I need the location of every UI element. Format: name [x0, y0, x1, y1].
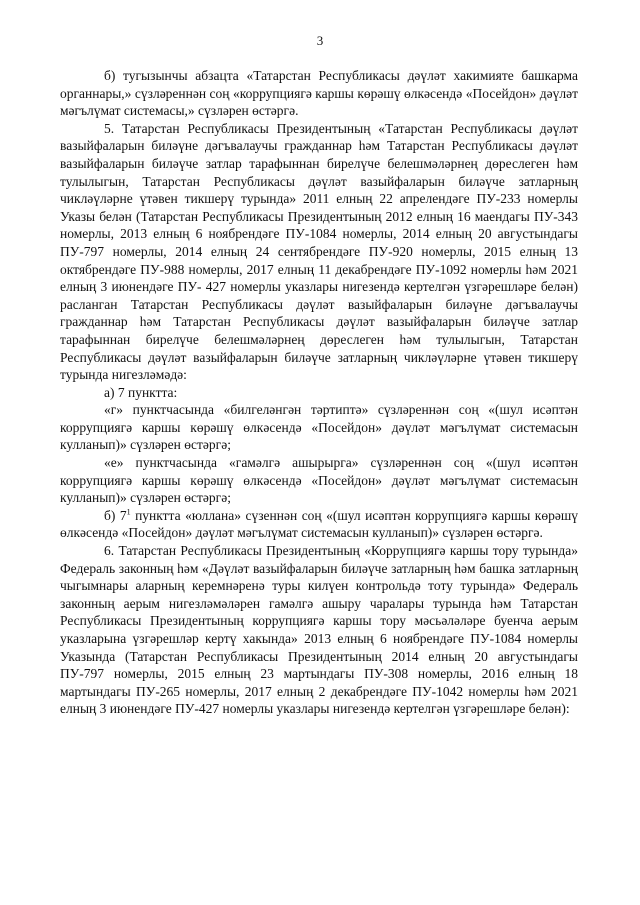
paragraph-e-punktcha: «е» пунктчасында «гамәлгә ашырырга» сүзләреннән соң «(шул исәптән коррупциягә каршы көрәшү өлкәсендә «Посейдон» дәүләт мәгълүмат системасын кулланып)» сүзләрен өстәргә;: [60, 455, 578, 506]
paragraph-b-punkt-rest: пунктта «юллана» сүзеннән соң «(шул исәптән коррупциягә каршы көрәшү өлкәсендә «Посейдон» дәүләт мәгълүмат системасын кулланып)» сүзләрен өстәргә.: [60, 507, 578, 541]
paragraph-b-abzac: б) тугызынчы абзацта «Татарстан Республикасы дәүләт хакимияте башкарма органнары,» сүзләреннән соң «коррупциягә каршы көрәшү өлкәсендә «Посейдон» дәүләт мәгълүмат системасы,» сүзләрен өстәргә.: [60, 68, 578, 119]
page-number: 3: [316, 33, 324, 48]
paragraph-item-6: 6. Татарстан Республикасы Президентының «Коррупциягә каршы тору турында» Федераль законның һәм «Дәүләт вазыйфаларын биләүче затларның һәм башка затларның чыгымнары аларның керемнәренә туры килүен контрольдә тоту турында» Федераль законның аерым нигезләмәләрен гамәлгә ашыру чаралары турында һәм Татарстан Республикасы Президентының коррупциягә каршы тору мәсьәләләре буенча аерым указларына үзгәрешләр кертү хакында» 2013 елның 6 ноябрендәге ПУ-1084 номерлы Указында (Татарстан Республикасы Президентының 2014 елның 20 августындагы ПУ-797 номерлы, 2015 елның 23 мартындагы ПУ-308 номерлы, 2016 елның 18 мартындагы ПУ-265 номерлы, 2017 елның 2 декабрендәге ПУ-1042 номерлы һәм 2021 елның 3 июнендәге ПУ-427 номерлы указлары нигезендә кертелгән үзгәрешләре белән):: [60, 543, 578, 717]
superscript-one: 1: [126, 507, 131, 517]
paragraph-b-punkt-prefix: б) 7: [104, 507, 127, 523]
paragraph-a-punkt-7: а) 7 пунктта:: [104, 384, 178, 400]
paragraph-b-punkt-7-1: [60, 507, 578, 542]
paragraph-item-5: 5. Татарстан Республикасы Президентының «Татарстан Республикасы дәүләт вазыйфаларын биләүне дәгъвалаучы гражданнар һәм Татарстан Республикасы дәүләт вазыйфаларын биләүче затлар тарафыннан бирелүче белешмәләрнең дөреслеген һәм тулылыгын, Татарстан Республикасы дәүләт вазыйфаларын биләүче затларның чикләүләрне үтәвен тикшерү турында» 2011 елның 22 апрелендәге ПУ-233 номерлы Указы белән (Татарстан Республикасы Президентының 2012 елның 16 маендагы ПУ-343 номерлы, 2013 елның 6 ноябрендәге ПУ-1084 номерлы, 2014 елның 20 августындагы ПУ-797 номерлы, 2014 елның 24 сентябрендәге ПУ-920 номерлы, 2015 елның 13 октябрендәге ПУ-988 номерлы, 2017 елның 11 декабрендәге ПУ-1092 номерлы һәм 2021 елның 3 июнендәге ПУ- 427 номерлы указлары нигезендә кертелгән үзгәрешләре белән) расланган Татарстан Республикасы дәүләт вазыйфаларын биләүне дәгъвалаучы гражданнар һәм Татарстан Республикасы дәүләт вазыйфаларын биләүче затлар тарафыннан бирелүче белешмәләрнең дөреслеген һәм тулылыгын, Татарстан Республикасы дәүләт вазыйфаларын биләүче затларның чикләүләрне үтәвен тикшерү турында нигезләмәдә:: [60, 120, 578, 383]
paragraph-g-punktcha: «г» пунктчасында «билгеләнгән тәртиптә» сүзләреннән соң «(шул исәптән коррупциягә каршы көрәшү өлкәсендә «Посейдон» дәүләт мәгълүмат системасын кулланып)» сүзләрен өстәргә;: [60, 402, 578, 453]
document-body: [60, 67, 578, 718]
